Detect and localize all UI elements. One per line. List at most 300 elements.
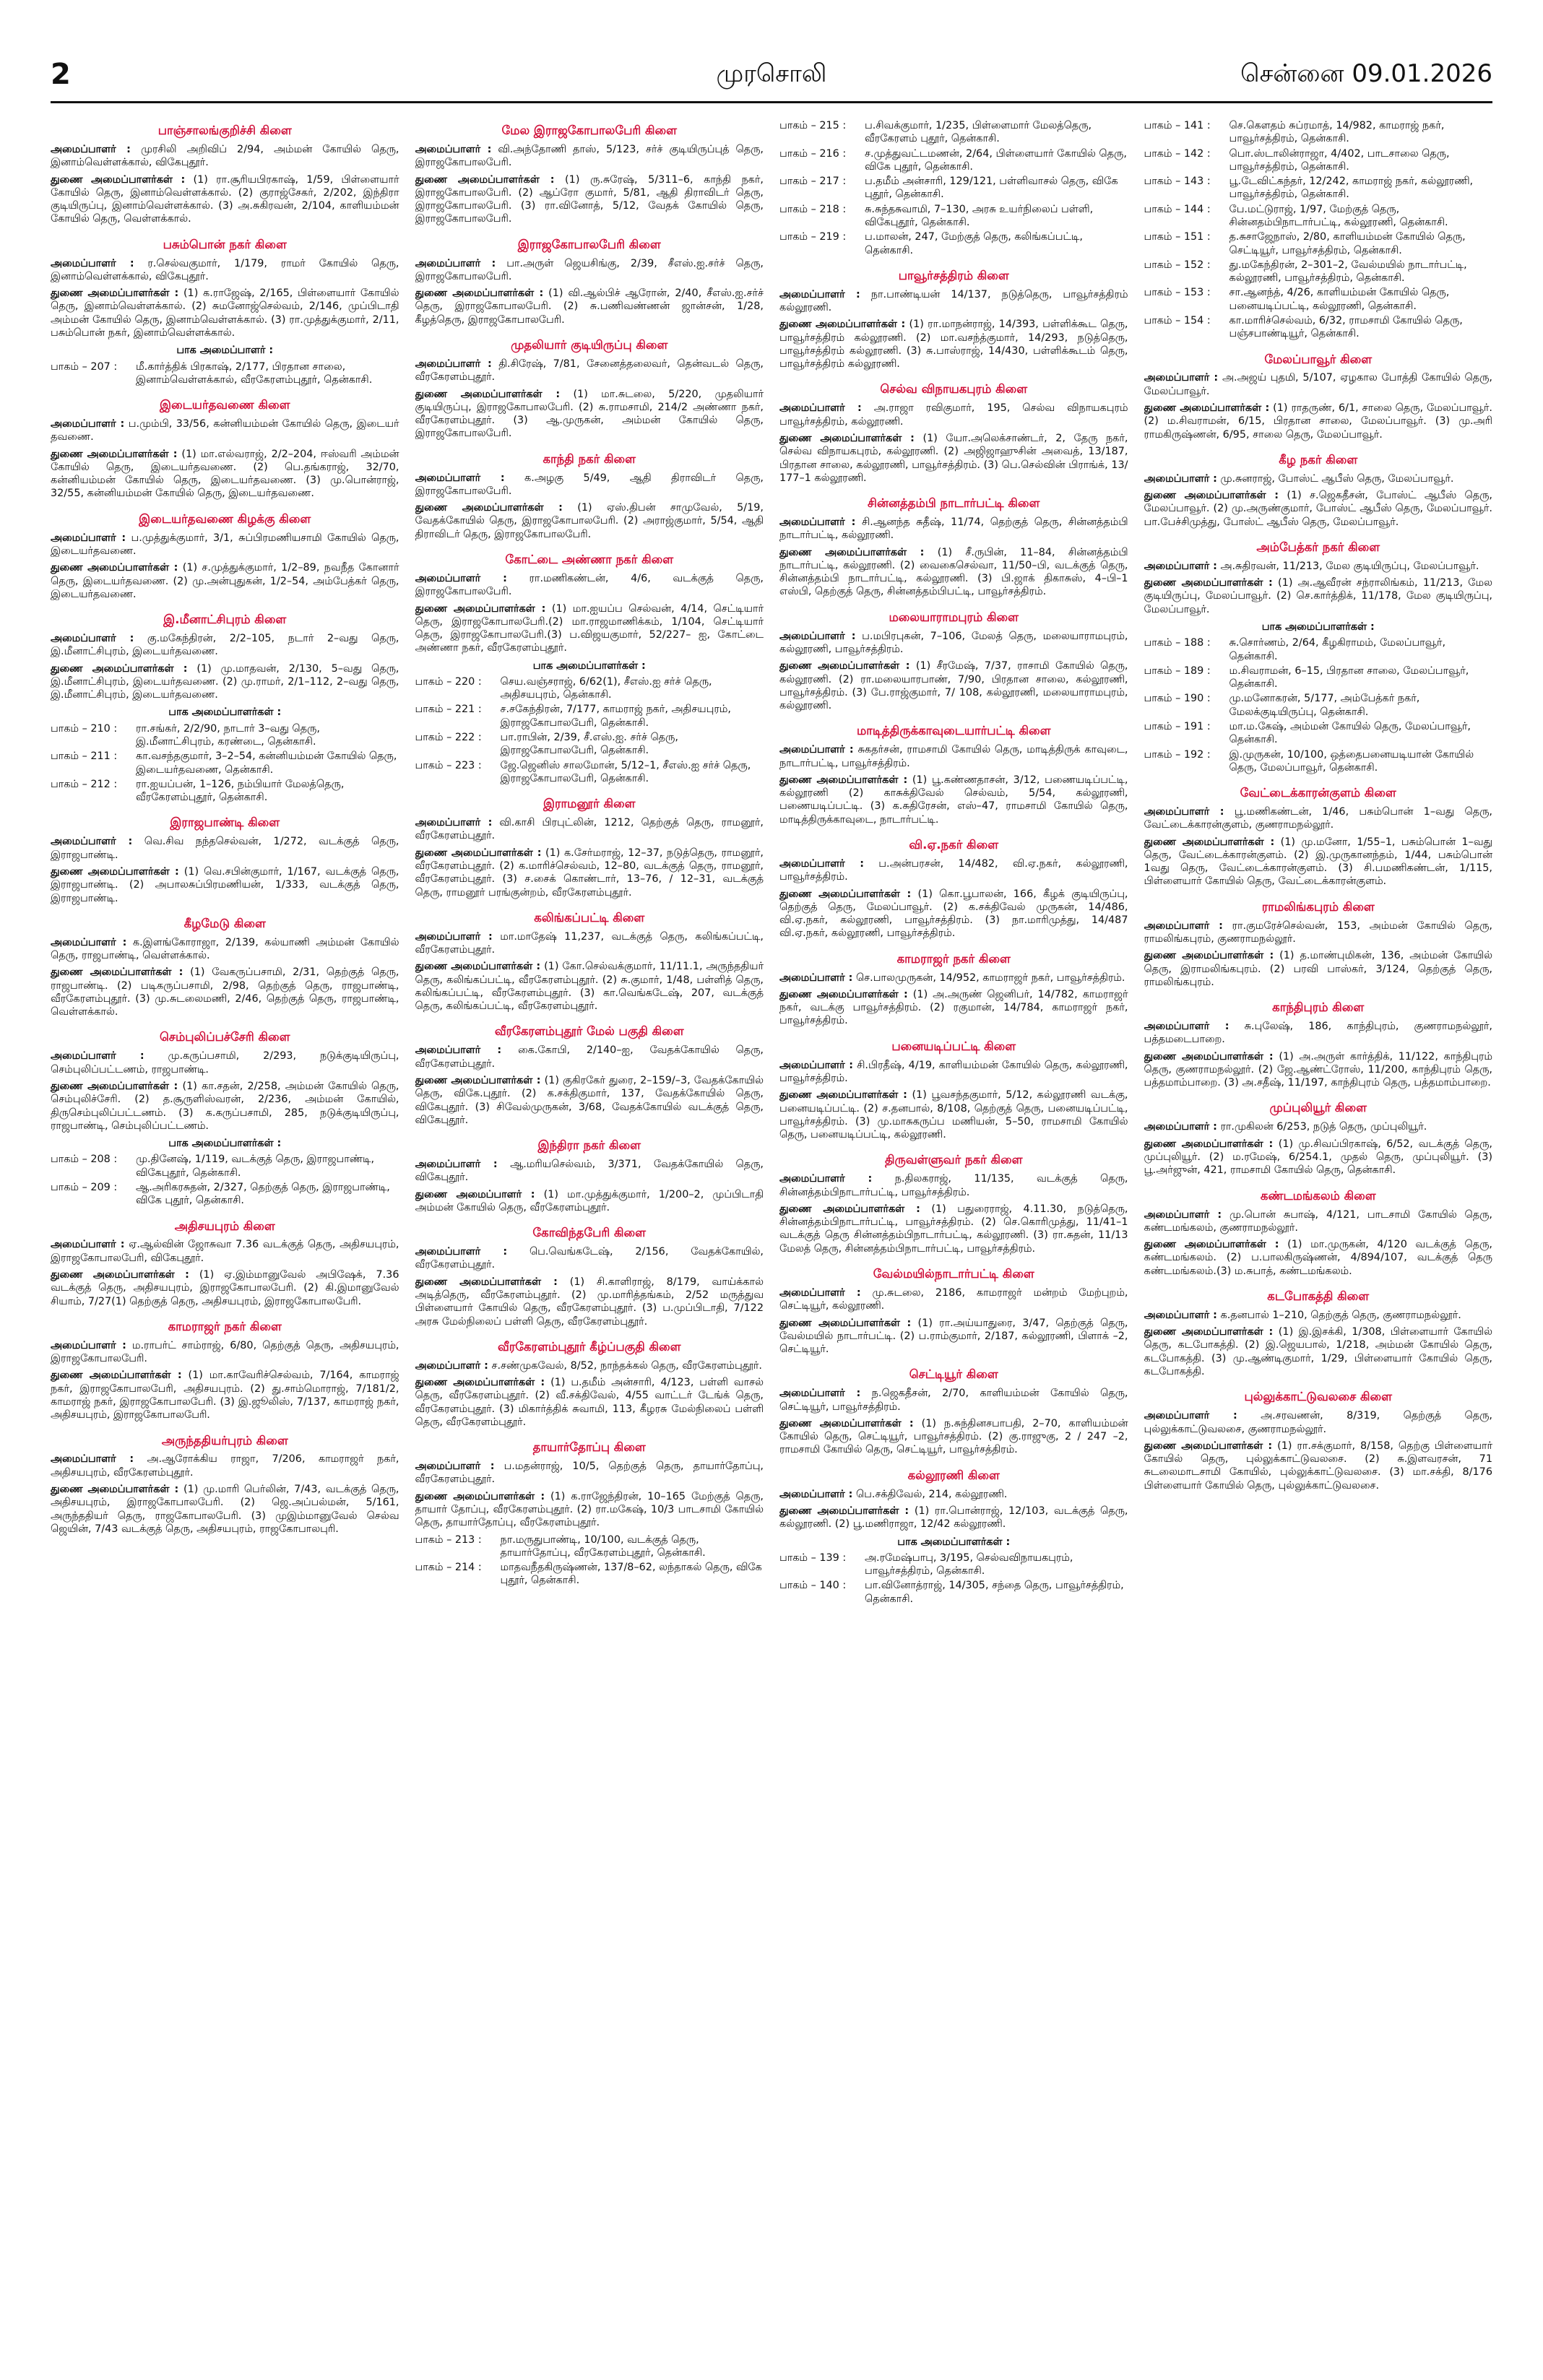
- role-label: துணை அமைப்பாளர்கள் :: [51, 1484, 179, 1496]
- branch-entry: [779, 988, 1128, 1028]
- entry-text: (1) மா.முருகன், 4/120 வடக்குத் தெரு, கண்டமங்கலம். (2) ப.பாலகிருஷ்ணன், 4/894/107, வடக்குத் தெரு கண்டமங்கலம்.(3) ம.சுபாத், கண்டமங்கலம்.: [1144, 1239, 1492, 1277]
- entry-text: (1) பூவசந்தகுமார், 5/12, கல்லூரணி வடக்கு, பனையடிப்பட்டி. (2) ச.தனபால், 8/108, தெற்குத் தெரு, பனையடிப்பட்டி, பாவூர்சத்திரம். (3) மு.மாசுகருப்ப மணியன், 5–50, ராமசாமி கோயில் தெரு, பனையடிப்பட்டி, கல்லூரணி.: [779, 1089, 1128, 1141]
- branch-entry: [1144, 576, 1493, 616]
- branch-heading: கலிங்கப்பட்டி கிளை: [534, 910, 645, 925]
- branch-entry: [779, 659, 1128, 712]
- entry-text: (1) க.ராஜேந்திரன், 10–165 மேற்குத் தெரு, தாயார் தோப்பு, வீரகேரளம்புதூர். (2) ரா.மகேஷ், 10/3 பாடசாமி கோயில் தெரு, தாயார்தோப்பு, வீரகேரளம்புதூர்.: [415, 1490, 764, 1529]
- branch-heading: இ.மீனாட்சிபுரம் கிளை: [163, 613, 287, 627]
- part-entry: [779, 147, 1128, 174]
- role-label: அமைப்பாளர் :: [51, 418, 125, 430]
- role-label: அமைப்பாளர் :: [415, 1359, 488, 1372]
- part-number: பாகம் – 207 :: [51, 360, 118, 373]
- role-label: துணை அமைப்பாளர்கள் :: [51, 966, 183, 979]
- entry-text: (1) ச.ஜெகதீசன், போஸ்ட் ஆபீஸ் தெரு, மேலப்பாவூர். (2) மு.அருண்குமார், போஸ்ட் ஆபீஸ் தெரு, மேலப்பாவூர். பா.பேச்சிமுத்து, போஸ்ட் ஆபீஸ் தெரு, மேலப்பாவூர்.: [1144, 490, 1492, 528]
- branch-entry: [51, 417, 399, 444]
- branch-heading: செம்புலிப்பச்சேரி கிளை: [159, 1030, 290, 1044]
- entry-text: ச.சண்முகவேல், 8/52, நாந்தக்கல் தெரு, வீரகேரளம்புதூர்.: [491, 1359, 762, 1372]
- entry-text: (1) ஏஸ்.திபன் சாமுவேல், 5/19, வேதக்கோயில் தெரு, இராஜகோபாலபேரி. (2) அராஜ்குமார், 5/54, ஆதி திராவிடர் தெரு, இராஜகோபாலபேரி.: [415, 502, 764, 540]
- part-entry: [779, 119, 1128, 146]
- branch-heading: செட்டியூர் கிளை: [909, 1367, 998, 1382]
- entry-text: மு.கருப்பசாமி, 2/293, நடுக்குடியிருப்பு, செம்புலிப்பட்டணம், ராஜபாண்டி.: [51, 1050, 399, 1076]
- branch-heading: வேல்மயில்நாடார்பட்டி கிளை: [873, 1267, 1034, 1281]
- branch-block: [1144, 782, 1493, 888]
- role-label: துணை அமைப்பாளர்கள் :: [415, 847, 542, 859]
- part-person: ச.சகேந்திரன், 7/177, காமராஜ் நகர், அதிசயபுரம், இராஜகோபாலபேரி, தென்காசி.: [500, 704, 731, 729]
- part-person: சு.சுந்தசுவாமி, 7–130, அரசு உயர்நிலைப் பள்ளி, விகேபுதூர், தென்காசி.: [865, 203, 1094, 228]
- column-3: [779, 119, 1128, 2358]
- branch-entry: [779, 402, 1128, 428]
- branch-heading: கோட்டை அண்ணா நகர் கிளை: [505, 553, 674, 566]
- branch-block: [1144, 1385, 1493, 1492]
- part-subheading: பாக அமைப்பாளர்கள் :: [168, 1138, 282, 1150]
- entry-text: மு.பொன் சுபாஷ், 4/121, பாடசாமி கோயில் தெரு, கண்டமங்கலம், குணராமநல்லூர்.: [1144, 1208, 1492, 1234]
- branch-heading: மலையாராமபுரம் கிளை: [889, 610, 1019, 624]
- branch-entry: [51, 287, 399, 339]
- dateline: சென்னை 09.01.2026: [1240, 59, 1492, 88]
- part-number: பாகம் – 142 :: [1144, 147, 1211, 160]
- page-number: 2: [51, 58, 71, 91]
- entry-text: (1) மா.சுடலை, 5/220, முதலியார் குடியிருப்பு, இராஜகோபாலபேரி. (2) சு.ராமசாமி, 214/2 அண்ணா நகர், வீரகேரளம்புதூர். (3) ஆ.முருகன், அம்மன் கோயில் தெரு, இராஜகோபாலபேரி.: [415, 388, 764, 440]
- part-number: பாகம் – 219 :: [779, 231, 847, 243]
- entry-text: (1) ரா.சக்குமார், 8/158, தெற்கு பிள்ளையார் கோயில் தெரு, புல்லுக்காட்டுவலசை. (2) சு.இளவரசன், 71 சுடலைமாடசாமி கோயில், புல்லுக்காட்டுவலசை. (3) மா.சக்தி, 8/176 பிள்ளையார் கோயில் தெரு, புல்லுக்காட்டுவலசை.: [1144, 1440, 1492, 1492]
- branch-entry: [779, 1387, 1128, 1414]
- branch-block: [415, 119, 764, 226]
- part-number: பாகம் – 190 :: [1144, 693, 1211, 705]
- branch-entry: [779, 630, 1128, 657]
- entry-text: அ.ஆரோக்கிய ராஜா, 7/206, காமராஜர் நகர், அதிசயபுரம், வீரகேரளம்புதூர்.: [51, 1453, 399, 1479]
- branch-entry: [1144, 1050, 1493, 1090]
- branch-block: [51, 1215, 399, 1308]
- branch-entry: [51, 865, 399, 905]
- branch-heading: பனையடிப்பட்டி கிளை: [891, 1039, 1016, 1053]
- branch-block: [779, 948, 1128, 1028]
- role-label: அமைப்பாளர் :: [415, 1159, 498, 1171]
- branch-entry: [779, 516, 1128, 542]
- branch-entry: [415, 472, 764, 498]
- part-person: து.மகேந்திரன், 2–301–2, வேல்மயில் நாடார்பட்டி, கல்லூரணி, பாவூர்சத்திரம், தென்காசி.: [1229, 259, 1467, 285]
- entry-text: ரா.மணிகண்டன், 4/6, வடக்குத் தெரு, இராஜகோபாலபேரி.: [415, 572, 764, 598]
- entry-text: அ.சுதிரவன், 11/213, மேல குடியிருப்பு, மேலப்பாவூர்.: [1220, 560, 1479, 572]
- entry-text: ந.ஜெகதீசன், 2/70, காளியம்மன் கோயில் தெரு, செட்டியூர், பாவூர்சத்திரம்.: [779, 1388, 1128, 1413]
- role-label: அமைப்பாளர் :: [51, 532, 126, 544]
- role-label: அமைப்பாளர் :: [779, 1286, 861, 1299]
- role-label: துணை அமைப்பாளர்கள் :: [1144, 950, 1274, 962]
- role-label: துணை அமைப்பாளர்கள் :: [1144, 577, 1273, 589]
- branch-block: [1144, 896, 1493, 989]
- role-label: அமைப்பாளர் :: [51, 1239, 125, 1251]
- role-label: துணை அமைப்பாளர்கள் :: [51, 1269, 189, 1281]
- entry-text: (1) சீரமேஷ், 7/37, ராசாமி கோயில் தெரு, கல்லூரணி. (2) ரா.மலையாரபாண், 7/90, பிரதான சாலை, கல்லூரணி, பாவூர்சத்திரம். (3) பே.ராஜ்குமார், 7/ 108, கல்லூரணி, மலையாராமபுரம், கல்லூரணி.: [779, 660, 1128, 712]
- branch-block: [51, 233, 399, 386]
- part-entry: [1144, 314, 1493, 341]
- branch-entry: [1144, 919, 1493, 946]
- part-number: பாகம் – 218 :: [779, 203, 847, 215]
- branch-entry: [51, 173, 399, 226]
- part-person: செய.வஞ்சராஜ், 6/62(1), சீஎஸ்.ஐ சர்ச் தெரு, அதிசயபுரம், தென்காசி.: [500, 675, 712, 701]
- branch-heading: காமராஜர் நகர் கிளை: [896, 951, 1011, 966]
- branch-entry: [415, 143, 764, 170]
- part-entry: [1144, 286, 1493, 313]
- entry-text: பெ.வெங்கடேஷ், 2/156, வேதக்கோயில், வீரகேரளம்புதூர்.: [415, 1246, 764, 1271]
- branch-entry: [415, 1359, 764, 1372]
- role-label: அமைப்பாளர் :: [415, 1044, 502, 1057]
- branch-entry: [415, 287, 764, 326]
- part-number: பாகம் – 152 :: [1144, 259, 1211, 271]
- entry-text: (1) வெ.சபின்குமார், 1/167, வடக்குத் தெரு, இராஜபாண்டி. (2) அபாலசுப்பிரமணியன், 1/333, வடக்குத் தெரு, இராஜபாண்டி.: [51, 865, 399, 904]
- part-entry: [1144, 147, 1493, 174]
- entry-text: ப.மபிரபுகன், 7–106, மேலத் தெரு, மலையாராமபுரம், கல்லூரணி, பாவூர்சத்திரம்.: [779, 630, 1128, 655]
- branch-block: [415, 548, 764, 785]
- entry-text: மா.மாதேஷ் 11,237, வடக்குத் தெரு, கலிங்கப்பட்டி, வீரகேரளம்புதூர்.: [415, 930, 764, 956]
- role-label: அமைப்பாளர் :: [415, 817, 493, 829]
- branch-block: [415, 906, 764, 1013]
- role-label: துணை அமைப்பாளர்கள் :: [51, 865, 179, 878]
- role-label: துணை அமைப்பாளர்கள் :: [779, 1089, 907, 1102]
- role-label: அமைப்பாளர் :: [1144, 919, 1223, 932]
- entry-text: க.அழகு 5/49, ஆதி திராவிடர் தெரு, இராஜகோபாலபேரி.: [415, 472, 764, 497]
- entry-text: (1) கோ.செல்வக்குமார், 11/11.1, அருந்ததியர் தெரு, கலிங்கப்பட்டி, வீரகேரளம்புதூர். (2) சு.குமார், 1/48, பள்ளித் தெரு, கலிங்கப்பட்டி, வீரகேரளம்புதூர். (3) கா.வெங்கடேஷ், 207, வடக்குத் தெரு, கலிங்கப்பட்டி, வீரகேரளம்புதூர்.: [415, 961, 764, 1013]
- part-person: கா.மாரிச்செல்வம், 6/32, ராமசாமி கோயில் தெரு, பஞ்சபாண்டியூர், தென்காசி.: [1229, 314, 1463, 340]
- entry-text: (1) க.சேர்மராஜ், 12–37, நடுத்தெரு, ராமனூர், வீரகேரளம்புதூர். (2) க.மாரிச்செல்வம், 12–80, வடக்குத் தெரு, ராமனூர், வீரகேரளம்புதூர். (3) ச.சைக் கொண்டார், 13–76, / 12–31, வடக்குத் தெரு, ராமனூர் பரங்குன்றம், வீரகேரளம்புதூர்.: [415, 847, 764, 899]
- branch-block: [1144, 1096, 1493, 1177]
- branch-block: [51, 811, 399, 904]
- branch-heading: கண்டமங்கலம் கிளை: [1260, 1188, 1376, 1203]
- role-label: அமைப்பாளர் :: [415, 257, 496, 269]
- role-label: துணை அமைப்பாளர்கள் :: [415, 1490, 545, 1502]
- branch-block: [779, 719, 1128, 826]
- branch-heading: இராஜகோபாலபேரி கிளை: [517, 237, 661, 251]
- entry-text: அ.ராஜா ரவிகுமார், 195, செல்வ விநாயகபுரம் பாவூர்சத்திரம், கல்லூரணி.: [779, 402, 1128, 428]
- role-label: அமைப்பாளர் :: [415, 930, 493, 943]
- role-label: அமைப்பாளர் :: [51, 1050, 144, 1063]
- entry-text: (1) மு.மாரி பெர்லின், 7/43, வடக்குத் தெரு, அதிசயபுரம், இராஜகோபாலபேரி. (2) ஜெ.அப்பல்மன், 5/161, அருந்ததியர் தெரு, ராஜகோபாலபேரி. (3) முஇம்மானுவேல் செல்வ ஜெயின், 7/43 வடக்குத் தெரு, அதிசயபுரம், ராஜகோபாலபுரி.: [51, 1484, 399, 1535]
- part-number: பாகம் – 211 :: [51, 750, 118, 763]
- part-number: பாகம் – 192 :: [1144, 748, 1211, 761]
- branch-entry: [51, 1369, 399, 1421]
- entry-text: வி.அந்தோணி தாஸ், 5/123, சர்ச் குடியிருப்புத் தெரு, இராஜகோபாலபேரி.: [415, 143, 764, 169]
- branch-entry: [1144, 1138, 1493, 1177]
- part-number: பாகம் – 144 :: [1144, 203, 1211, 215]
- role-label: துணை அமைப்பாளர்கள் :: [51, 287, 179, 300]
- role-label: துணை அமைப்பாளர்கள் :: [415, 961, 541, 973]
- branch-block: [415, 1134, 764, 1214]
- role-label: துணை அமைப்பாளர்கள் :: [1144, 1440, 1273, 1452]
- role-label: அமைப்பாளர் :: [1144, 560, 1217, 572]
- entry-text: (1) மு.சிவப்பிரகாஷ், 6/52, வடக்குத் தெரு, முப்புலியூர். (2) ம.ரமேஷ், 6/254.1, முதல் தெரு, முப்புலியூர். (3) பூ.அர்ஜுன், 421, ராமசாமி கோயில் தெரு, தென்காசி.: [1144, 1138, 1492, 1177]
- branch-entry: [779, 1317, 1128, 1356]
- role-label: அமைப்பாளர் :: [779, 744, 854, 756]
- role-label: துணை அமைப்பாளர்கள் :: [1144, 1326, 1274, 1338]
- entry-text: (1) கொ.பூபாலன், 166, கீழக் குடியிருப்பு, தெற்குத் தெரு, மேலப்பாவூர். (2) க.சக்திவேல் முருகன், 14/486, வி.ஏ.நகர், கல்லூரணி, பாவூர்சத்திரம். (3) நா.மாரிமுத்து, 14/487 வி.ஏ.நகர், கல்லூரணி, பாவூர்சத்திரம்.: [779, 888, 1128, 940]
- role-label: துணை அமைப்பாளர்கள் :: [1144, 1050, 1274, 1063]
- branch-entry: [415, 1188, 764, 1215]
- entry-text: அ.சரவணன், 8/319, தெற்குத் தெரு, புல்லுக்காட்டுவலசை, குணராமநல்லூர்.: [1144, 1410, 1492, 1435]
- branch-entry: [415, 1276, 764, 1328]
- role-label: அமைப்பாளர் :: [51, 1453, 134, 1466]
- branch-entry: [415, 1044, 764, 1070]
- part-number: பாகம் – 213 :: [415, 1533, 482, 1546]
- entry-text: (1) பூ.கண்ணதாசன், 3/12, பணையடிப்பட்டி, கல்லூரணி (2) காசுக்திவேல் செல்வம், 5/54, கல்லூரணி, பணையடிப்பட்டி. (3) க.சுதிரேசன், எஸ்–47, ராமசாமி கோயில் தெரு, மாடித்திருக்காவுடை, நாடார்பட்டி.: [779, 774, 1128, 826]
- branch-entry: [779, 972, 1128, 985]
- entry-text: (1) மா.காவேரிச்செல்வம், 7/164, காமராஜ் நகர், இராஜகோபாலபேரி, அதிசயபுரம். (2) து.சாம்மொராஜ், 7/181/2, காமராஜ் நகர், இராஜகோபாலபேரி. (3) இ.ஜூலிஸ், 7/137, காமராஜ் நகர், அதிசயபுரம், இராஜகோபாலபேரி.: [51, 1369, 399, 1421]
- entry-text: ரா.குமரேச்செல்வன், 153, அம்மன் கோயில் தெரு, ராமலிங்கபுரம், குணராமநல்லூர்.: [1144, 919, 1492, 945]
- branch-block: [1144, 449, 1493, 529]
- part-number: பாகம் – 216 :: [779, 147, 847, 160]
- role-label: துணை அமைப்பாளர்கள் :: [415, 388, 561, 400]
- part-number: பாகம் – 221 :: [415, 704, 482, 716]
- role-label: துணை அமைப்பாளர்கள் :: [51, 173, 186, 186]
- part-entry: [1144, 259, 1493, 285]
- part-person: ஜே.ஜெனிஸ் சாலமோன், 5/12–1, சீஎஸ்.ஐ சர்ச் தெரு, இராஜகோபாலபேரி, தென்காசி.: [500, 759, 751, 784]
- branch-block: [51, 1429, 399, 1536]
- branch-entry: [779, 318, 1128, 371]
- part-subheading: பாக அமைப்பாளர்கள் :: [168, 706, 282, 719]
- branch-entry: [51, 966, 399, 1018]
- entry-text: (1) ரு.சுரேஷ், 5/311–6, காந்தி நகர், இராஜகோபாலபேரி. (2) ஆப்ரோ குமார், 5/81, ஆதி திராவிடர் தெரு, இராஜகோபாலபேரி. (3) ரா.வினோத், 5/12, வேதக் கோயில் தெரு, இராஜகோபாலபேரி.: [415, 173, 764, 225]
- role-label: அமைப்பாளர் :: [779, 516, 856, 529]
- role-label: அமைப்பாளர் :: [779, 1173, 873, 1185]
- part-number: பாகம் – 153 :: [1144, 287, 1211, 299]
- part-person: பூ.டேவிட்கந்தர், 12/242, காமராஜ் நகர், கல்லூரணி, பாவூர்சத்திரம், தென்காசி.: [1229, 176, 1474, 201]
- role-label: அமைப்பாளர் :: [779, 1388, 861, 1400]
- role-label: அமைப்பாளர் :: [1144, 1121, 1217, 1133]
- role-label: அமைப்பாளர் :: [779, 630, 856, 642]
- entry-text: (1) அ.அருள் கார்த்திக், 11/122, காந்திபுரம் தெரு, குணராமநல்லூர். (2) ஜே.ஆண்ட்ரோஸ், 11/200, காந்திபுரம் தெரு, பத்தமாம்பாறை. (3) அ.சதீஷ், 11/197, காந்திபுரம் தெரு, பத்தமாம்பாறை.: [1144, 1050, 1492, 1089]
- role-label: துணை அமைப்பாளர்கள் :: [415, 602, 546, 615]
- entry-text: ந.திலகராஜ், 11/135, வடக்குத் தெரு, சின்னத்தம்பிநாடார்பட்டி, பாவூர்சத்திரம்.: [779, 1173, 1128, 1198]
- role-label: துணை அமைப்பாளர்கள் :: [415, 287, 544, 300]
- branch-block: [415, 1221, 764, 1328]
- role-label: துணை அமைப்பாளர்கள் :: [779, 774, 908, 786]
- branch-entry: [415, 501, 764, 541]
- branch-entry: [1144, 1120, 1493, 1133]
- part-person: பா.ராபின், 2/39, சீ.எஸ்.ஐ. சர்ச் தெரு, இராஜகோபாலபேரி, தென்காசி.: [500, 732, 678, 757]
- branch-heading: செல்வ விநாயகபுரம் கிளை: [880, 382, 1028, 397]
- branch-heading: மேலப்பாவூர் கிளை: [1264, 352, 1373, 366]
- branch-entry: [1144, 805, 1493, 832]
- branch-heading: அம்பேத்கர் நகர் கிளை: [1256, 540, 1380, 554]
- part-number: பாகம் – 139 :: [779, 1552, 847, 1564]
- branch-entry: [415, 816, 764, 843]
- role-label: துணை அமைப்பாளர்கள் :: [415, 1377, 545, 1389]
- entry-text: ஆ.மரியசெல்வம், 3/371, வேதக்கோயில் தெரு, விகேபுதூர்.: [415, 1159, 764, 1184]
- role-label: அமைப்பாளர் :: [51, 836, 133, 848]
- role-label: அமைப்பாளர் :: [415, 143, 492, 155]
- branch-block: [1144, 119, 1493, 341]
- branch-entry: [51, 1080, 399, 1133]
- branch-entry: [51, 561, 399, 601]
- role-label: துணை அமைப்பாளர்கள் :: [779, 319, 906, 331]
- branch-entry: [1144, 1309, 1493, 1322]
- entry-text: (1) ச.முத்துக்குமார், 1/2–89, நவநீத கோனார் தெரு, இடையர்தவணை. (2) மு.அன்புதுகன், 1/2–54, அம்பேத்கர் தெரு, இடையர்தவணை.: [51, 562, 399, 600]
- branch-heading: கடபோகத்தி கிளை: [1267, 1289, 1370, 1303]
- branch-heading: திருவள்ளுவர் நகர் கிளை: [885, 1153, 1023, 1167]
- branch-entry: [779, 1059, 1128, 1086]
- part-entry: [779, 1579, 1128, 1606]
- branch-entry: [415, 358, 764, 384]
- part-person: பே.மட்டுராஜ், 1/97, மேற்குத் தெரு, சின்னதம்பிநாடார்பட்டி, கல்லூரணி, தென்காசி.: [1229, 203, 1448, 228]
- branch-entry: [51, 143, 399, 170]
- column-1: [51, 119, 399, 2358]
- role-label: அமைப்பாளர் :: [51, 257, 134, 269]
- branch-heading: வீரகேரளம்புதூர் கீழ்ப்பகுதி கிளை: [497, 1339, 681, 1354]
- role-label: அமைப்பாளர் :: [779, 857, 865, 870]
- entry-text: (1) க.ராஜேஷ், 2/165, பிள்ளையார் கோயில் தெரு, இனாம்வெள்ளக்கால். (2) சுமனோஜ்செல்வம், 2/146, முப்பிடாதி அம்மன் கோயில் தெரு, இனாம்வெள்ளக்கால். (3) ரா.முத்துக்குமார், 2/11, பசும்பொன் நகர், இனாம்வெள்ளக்கால்.: [51, 287, 399, 339]
- entry-text: (1) ரா.மாநன்ராஜ், 14/393, பள்ளிக்கூட தெரு, பாவூர்சத்திரம் கல்லூரணி. (2) மா.வசந்த்குமார், 14/293, நடுத்தெரு, பாவூர்சத்திரம் கல்லூரணி. (3) சு.பாஸ்ராஜ், 14/430, பள்ளிக்கூடம் தெரு, பாவூர்சத்திரம் கல்லூரணி.: [779, 319, 1128, 371]
- part-number: பாகம் – 188 :: [1144, 637, 1211, 649]
- branch-heading: காந்தி நகர் கிளை: [543, 451, 636, 466]
- branch-block: [415, 233, 764, 326]
- part-entry: [51, 750, 399, 776]
- part-entry: [51, 1153, 399, 1180]
- role-label: அமைப்பாளர் :: [415, 358, 492, 370]
- branch-entry: [779, 288, 1128, 315]
- part-number: பாகம் – 212 :: [51, 778, 118, 790]
- part-number: பாகம் – 143 :: [1144, 176, 1211, 188]
- branch-heading: இடையர்தவணை கிழக்கு கிளை: [139, 511, 311, 526]
- branch-block: [415, 1020, 764, 1127]
- entry-text: நா.பாண்டியன் 14/137, நடுத்தெரு, பாவூர்சத்திரம் கல்லூரணி.: [779, 288, 1128, 314]
- branch-heading: காமராஜர் நகர் கிளை: [168, 1319, 282, 1333]
- part-person: ப.தமீம் அன்சாரி, 129/121, பள்ளிவாசல் தெரு, விகே புதூர், தென்காசி.: [865, 176, 1118, 201]
- role-label: துணை அமைப்பாளர்கள் :: [51, 1080, 178, 1092]
- branch-block: [779, 1148, 1128, 1255]
- entry-text: மு.சுடலை, 2186, காமராஜர் மன்றம் மேற்புறம், செட்டியூர், கல்லூரணி.: [779, 1286, 1128, 1312]
- role-label: துணை அமைப்பாளர்கள் :: [779, 546, 925, 558]
- entry-text: (1) மா.ஐயப்ப செல்வன், 4/14, செட்டியார் தெரு, இராஜகோபாலபேரி.(2) மா.ராஜமாணிக்கம், 1/104, செட்டியார் தெரு, இராஜகோபாலபேரி.(3) ப.விஜயகுமார், 52/227– ஐ, கோட்டை அண்ணா நகர், வீரகேரளம்புதூர்.: [415, 602, 764, 654]
- branch-entry: [51, 1453, 399, 1479]
- entry-text: மு.சுனராஜ், போஸ்ட் ஆபீஸ் தெரு, மேலப்பாவூர்.: [1220, 472, 1454, 485]
- branch-block: [415, 1436, 764, 1587]
- entry-text: (1) வி.ஆல்பிச் ஆரோன், 2/40, சீஎஸ்.ஐ.சர்ச் தெரு, இராஜகோபாலபேரி. (2) சு.பணிவண்ணன் ஜான்சன், 1/28, கீழத்தெரு, இராஜகோபாலபேரி.: [415, 287, 764, 326]
- branch-block: [415, 448, 764, 541]
- part-subheading: பாக அமைப்பாளர் :: [176, 345, 274, 357]
- branch-entry: [415, 960, 764, 1013]
- entry-text: ம.ராபர்ட் சாம்ராஜ், 6/80, தெற்குத் தெரு, அதிசயபுரம், இராஜகோபாலபேரி.: [51, 1339, 399, 1365]
- masthead: [51, 0, 1492, 103]
- branch-entry: [1144, 1020, 1493, 1047]
- branch-entry: [779, 888, 1128, 940]
- part-entry: [779, 230, 1128, 257]
- branch-entry: [779, 774, 1128, 826]
- branch-entry: [779, 546, 1128, 599]
- role-label: அமைப்பாளர் :: [51, 1339, 126, 1351]
- branch-heading: மேல இராஜகோபாலபேரி கிளை: [501, 124, 677, 137]
- branch-entry: [51, 936, 399, 963]
- branch-heading: இந்திரா நகர் கிளை: [537, 1138, 641, 1153]
- role-label: துணை அமைப்பாளர்கள் :: [1144, 490, 1279, 502]
- part-entry: [1144, 748, 1493, 775]
- branch-heading: ராமலிங்கபுரம் கிளை: [1261, 899, 1375, 914]
- role-label: துணை அமைப்பாளர்கள் :: [779, 888, 912, 900]
- part-number: பாகம் – 191 :: [1144, 720, 1211, 732]
- branch-entry: [1144, 489, 1493, 529]
- branch-entry: [51, 662, 399, 702]
- part-entry: [779, 203, 1128, 230]
- branch-heading: வீரகேரளம்புதூர் மேல் பகுதி கிளை: [494, 1024, 684, 1039]
- role-label: துணை அமைப்பாளர்கள் :: [415, 1276, 558, 1288]
- role-label: அமைப்பாளர் :: [415, 472, 505, 484]
- branch-entry: [1144, 1325, 1493, 1378]
- entry-text: (1) கா.சதன், 2/258, அம்மன் கோயில் தெரு, செம்புலிச்சேரி. (2) த.சூருளிஸ்வரன், 2/236, அம்மன் கோயில், திருசெம்புலிப்பட்டணம். (3) க.கருப்பசாமி, 285, நடுக்குடியிருப்பு, ராஜபாண்டி, செம்புலிப்பட்டணம்.: [51, 1080, 399, 1132]
- role-label: துணை அமைப்பாளர்கள் :: [415, 173, 555, 186]
- branch-entry: [1144, 949, 1493, 989]
- entry-text: தி.சிரேஷ், 7/81, சேனைத்தலைவர், தென்வடல் தெரு, வீரகேரளம்புதூர்.: [415, 358, 764, 384]
- entry-text: (1) மா.எல்வராஜ், 2/2–204, ஈஸ்வரி அம்மன் கோயில் தெரு, இடையர்தவணை. (2) பெ.தங்கராஜ், 32/70, கன்னியம்மன் கோயில் தெரு, இடையர்தவணை. (3) மு.பொன்ராஜ், 32/55, கன்னியம்மன் கோயில் தெரு, இடையர்தவணை.: [51, 448, 399, 500]
- part-person: ஆ.அரிகரசுதன், 2/327, தெற்குத் தெரு, இராஜபாண்டி, விகே புதூர், தென்காசி.: [136, 1181, 390, 1207]
- branch-heading: மாடித்திருக்காவுடையார்பட்டி கிளை: [856, 724, 1051, 738]
- entry-text: ப.மதன்ராஜ், 10/5, தெற்குத் தெரு, தாயார்தோப்பு, வீரகேரளம்புதூர்.: [415, 1461, 764, 1486]
- branch-entry: [51, 632, 399, 659]
- branch-entry: [415, 1074, 764, 1127]
- role-label: அமைப்பாளர் :: [415, 1461, 495, 1473]
- role-label: துணை அமைப்பாளர்கள் :: [779, 1317, 912, 1329]
- part-number: பாகம் – 189 :: [1144, 665, 1211, 677]
- part-entry: [1144, 230, 1493, 257]
- branch-entry: [51, 532, 399, 558]
- branch-block: [779, 378, 1128, 485]
- entry-text: ப.அன்பரசன், 14/482, வி.ஏ.நகர், கல்லூரணி, பாவூர்சத்திரம்.: [779, 857, 1128, 883]
- entry-text: (1) ந.சுந்தினசபாபதி, 2–70, காளியம்மன் கோயில் தெரு, செட்டியூர், பாவூர்சத்திரம். (2) கு.ராஜுகு, 2 / 247 –2, ராமசாமி கோயில் தெரு, செட்டியூர், பாவூர்சத்திரம்.: [779, 1417, 1128, 1456]
- entry-text: சி.ஆனந்த சுதீஷ், 11/74, தெற்குத் தெரு, சின்னத்தம்பி நாடார்பட்டி, கல்லூரணி.: [779, 516, 1128, 542]
- part-entry: [51, 722, 399, 749]
- role-label: அமைப்பாளர் :: [779, 288, 860, 300]
- branch-block: [1144, 1285, 1493, 1378]
- branch-block: [779, 1263, 1128, 1356]
- role-label: அமைப்பாளர் :: [51, 936, 127, 948]
- branch-block: [51, 608, 399, 804]
- branch-entry: [51, 448, 399, 501]
- part-entry: [779, 175, 1128, 202]
- branch-heading: கல்லூரணி கிளை: [907, 1468, 1000, 1482]
- branch-heading: தாயார்தோப்பு கிளை: [532, 1440, 646, 1455]
- branch-block: [415, 334, 764, 441]
- entry-text: செ.பாலமுருகன், 14/952, காமராஜர் நகர், பாவூர்சத்திரம்.: [855, 972, 1125, 984]
- role-label: அமைப்பாளர் :: [1144, 1208, 1222, 1221]
- role-label: துணை அமைப்பாளர்கள் :: [51, 1369, 182, 1382]
- branch-entry: [779, 1417, 1128, 1457]
- entry-text: கை.கோபி, 2/140–ஐ, வேதக்கோயில் தெரு, வீரகேரளம்புதூர்.: [415, 1044, 764, 1070]
- entry-text: (1) ரா.பொன்ராஜ், 12/103, வடக்குத் தெரு, கல்லூரணி. (2) பூ.மணிராஜா, 12/42 கல்லூரணி.: [779, 1505, 1128, 1531]
- role-label: அமைப்பாளர் :: [779, 1059, 853, 1071]
- branch-heading: பாவூர்சத்திரம் கிளை: [898, 268, 1009, 282]
- branch-entry: [51, 1483, 399, 1536]
- branch-entry: [415, 572, 764, 599]
- entry-text: வெ.சிவ நந்தசெல்வன், 1/272, வடக்குத் தெரு, இராஜபாண்டி.: [51, 836, 399, 861]
- entry-text: பெ.சக்திவேல், 214, கல்லூரணி.: [855, 1488, 1008, 1500]
- role-label: அமைப்பாளர் :: [1144, 372, 1219, 384]
- part-person: ச.முத்துவட்டமணன், 2/64, பிள்ளையார் கோயில் தெரு, விகே புதூர், தென்காசி.: [865, 147, 1127, 173]
- part-person: ரா.ஐயப்பன், 1–126, நம்பியார் மேலத்தெரு, வீரகேரளம்புதூர், தென்காசி.: [136, 778, 345, 804]
- part-entry: [51, 778, 399, 805]
- branch-heading: இராஜபாண்டி கிளை: [170, 815, 280, 830]
- entry-text: (1) ப.தமீம் அன்சாரி, 4/123, பள்ளி வாசல் தெரு, வீரகேரளம்புதூர். (2) வீ.சக்திவேல், 4/55 வாட்டர் டேங்க் தெரு, வீரகேரளம்புதூர். (3) மிகார்த்திக் சுவாமி, 113, கீழரசு மேல்நிலைப் பள்ளி தெரு, வீரகேரளம்புதூர்.: [415, 1377, 764, 1428]
- part-entry: [1144, 692, 1493, 719]
- role-label: துணை அமைப்பாளர்கள் :: [779, 660, 910, 672]
- branch-heading: இராமனூர் கிளை: [543, 797, 636, 811]
- branch-block: [779, 492, 1128, 599]
- role-label: துணை அமைப்பாளர்கள் :: [415, 502, 563, 514]
- branch-block: [51, 119, 399, 226]
- part-person: சு.சொர்ணம், 2/64, கீழகிராமம், மேலப்பாவூர், தென்காசி.: [1229, 637, 1446, 662]
- entry-text: (1) மு.மாதவன், 2/130, 5–வது தெரு, இ.மீனாட்சிபுரம், இடையர்தவணை. (2) மு.ராமர், 2/1–112, 2–வது தெரு, இ.மீனாட்சிபுரம், இடையர்தவணை.: [51, 662, 399, 701]
- role-label: துணை அமைப்பாளர்கள் :: [51, 448, 178, 460]
- role-label: துணை அமைப்பாளர்கள் :: [415, 1074, 541, 1086]
- branch-heading: சின்னத்தம்பி நாடார்பட்டி கிளை: [868, 496, 1040, 511]
- branch-entry: [415, 173, 764, 226]
- branch-block: [779, 119, 1128, 257]
- entry-text: (1) இ.இசக்கி, 1/308, பிள்ளையார் கோயில் தெரு, கடபோகத்தி. (2) இ.ஜெயபால், 1/218, அம்மன் கோயில் தெரு, கடபோகத்தி. (3) மு.ஆண்டிகுமார், 1/29, பிள்ளையார் கோயில் தெரு, கடபோகத்தி.: [1144, 1326, 1492, 1377]
